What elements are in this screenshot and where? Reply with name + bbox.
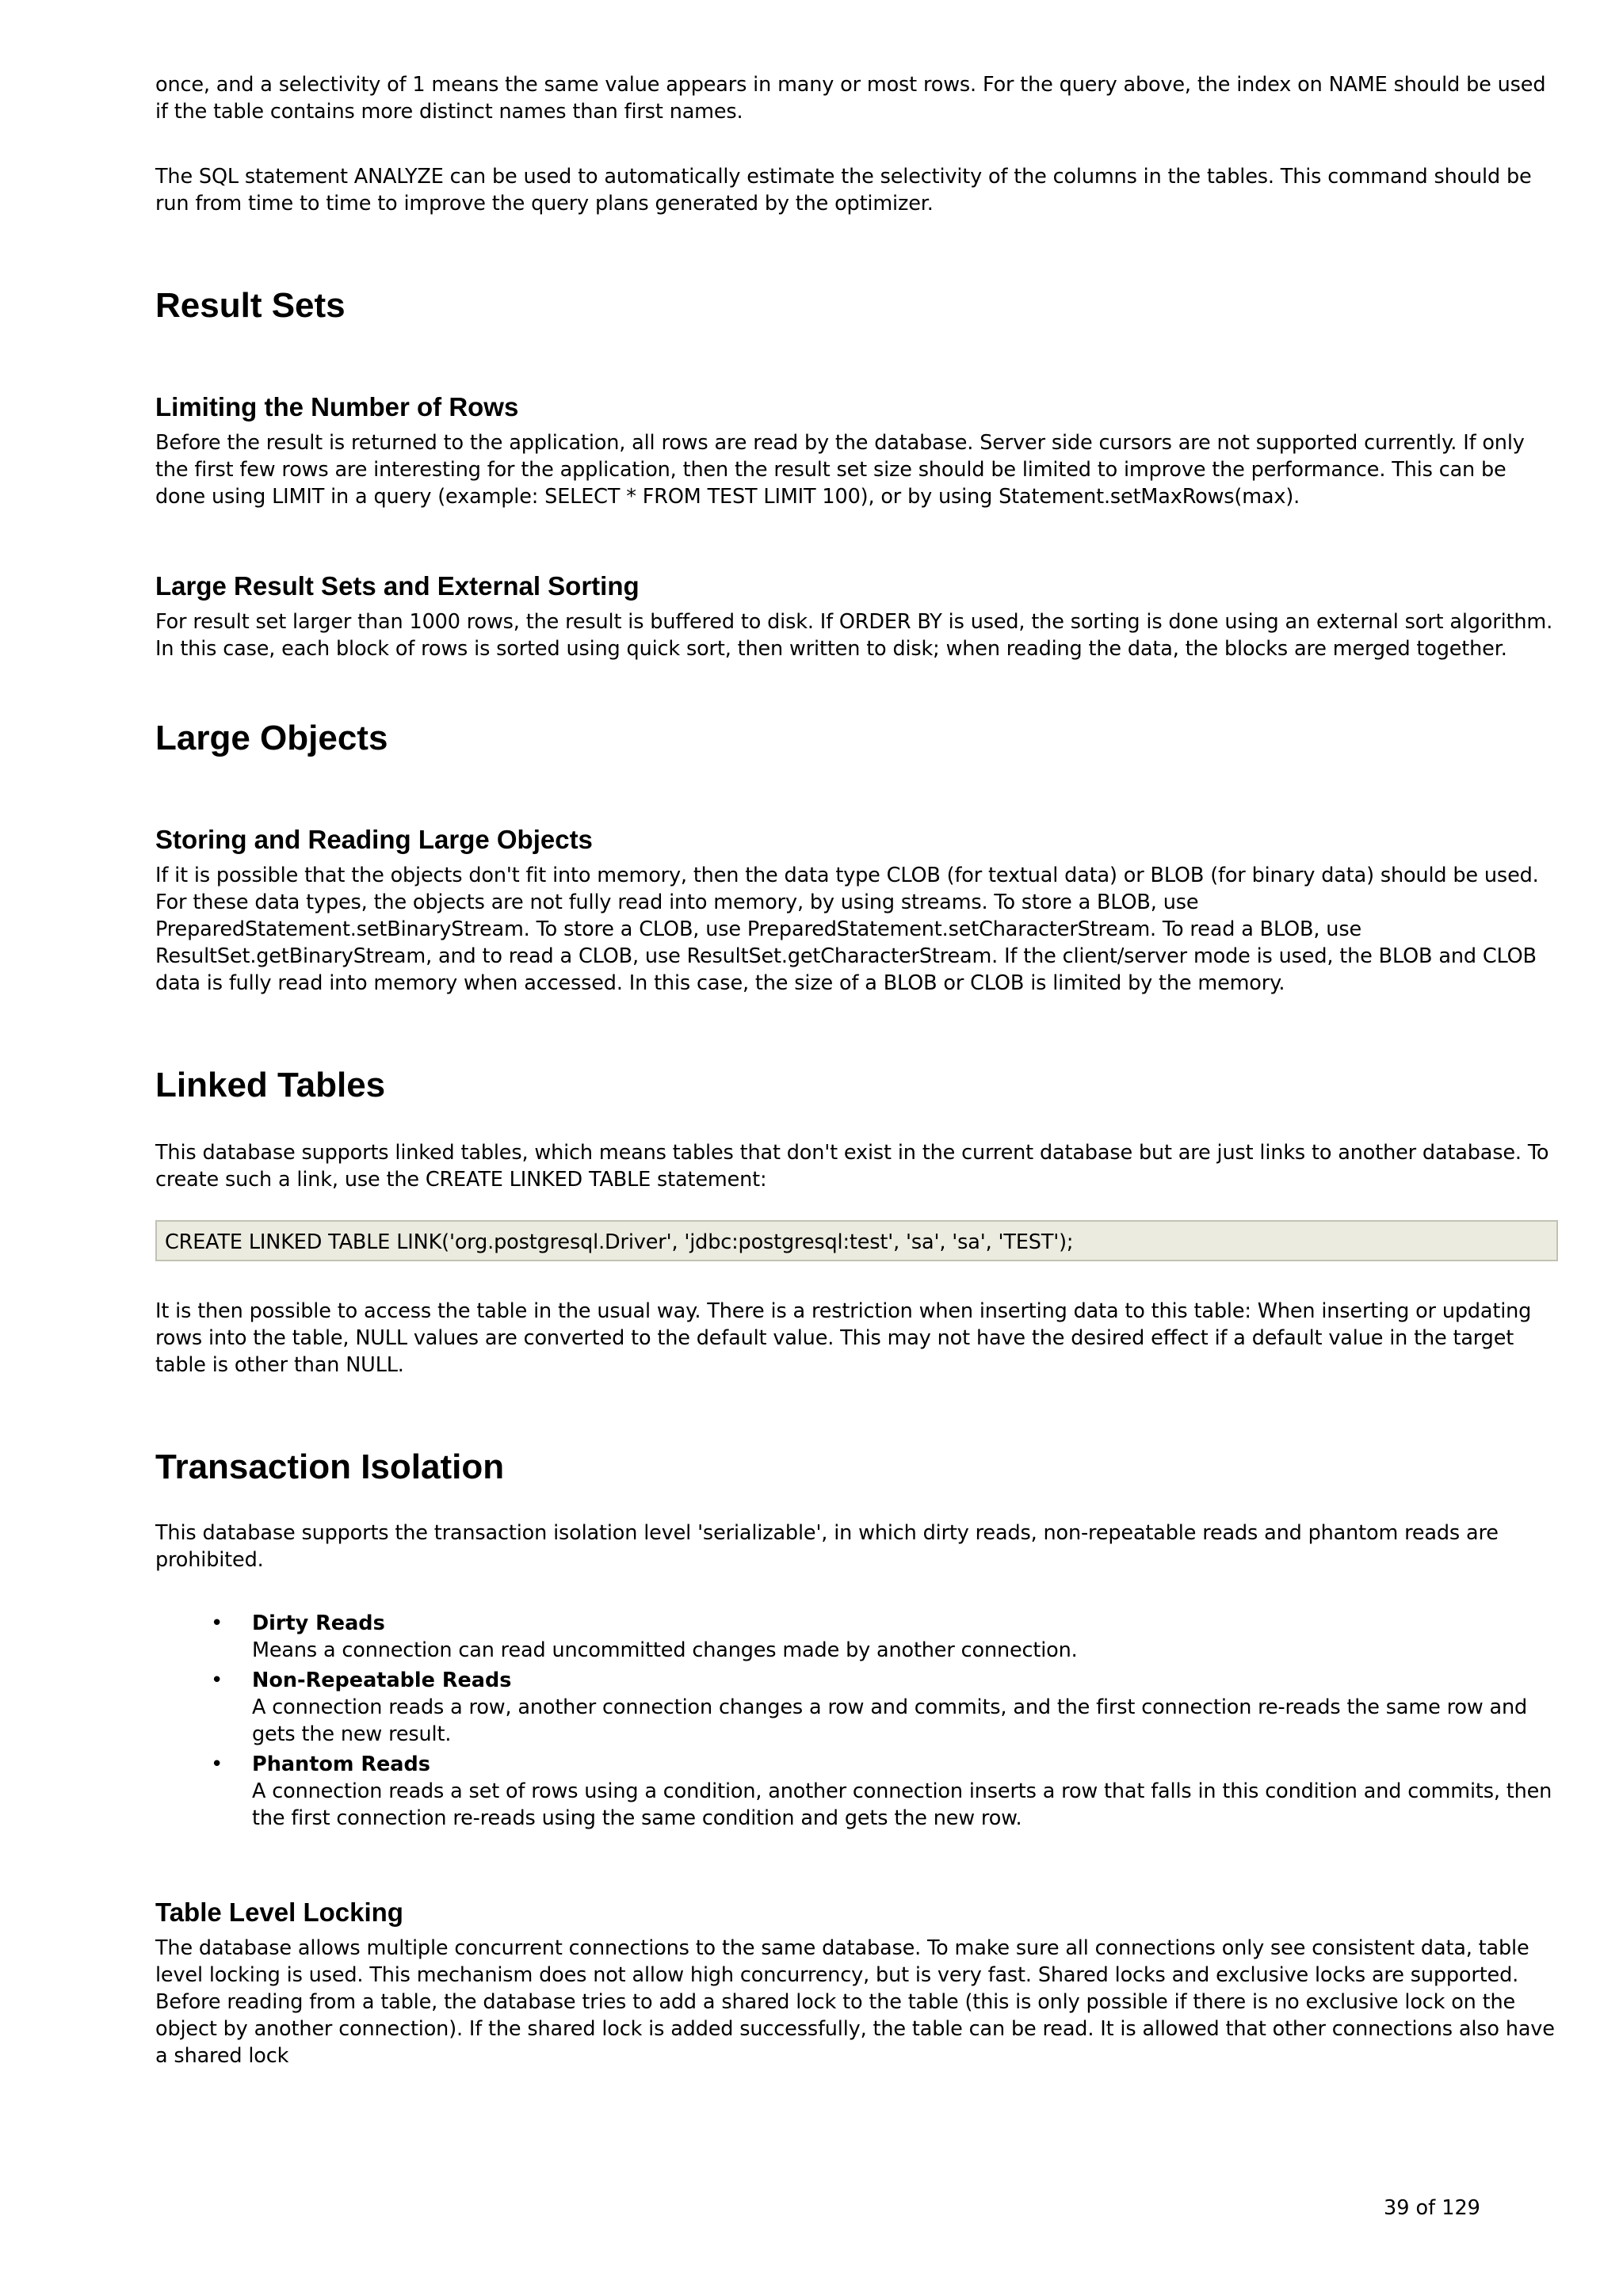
paragraph-transaction-isolation: This database supports the transaction isolation level 'serializable', in which dirty reads, non-repeatable reads and phantom reads are prohibited. [155,1521,1499,1572]
bullet-icon: • [211,1669,223,1692]
bullet-icon: • [211,1611,223,1635]
heading-result-sets: Result Sets [155,286,346,325]
paragraph-linked-tables-2: It is then possible to access the table in the usual way. There is a restriction when inserting data to this table: When inserting or updating rows into the table, NULL values are converted to the default value. This may not have the desired effect if a default value in the target table is other than NULL. [155,1299,1532,1377]
page-number: 39 of 129 [1384,2196,1480,2220]
code-block-create-linked-table: CREATE LINKED TABLE LINK('org.postgresql.Driver', 'jdbc:postgresql:test', 'sa', 'sa', 'TEST'); [155,1220,1558,1261]
paragraph-limiting-rows: Before the result is returned to the application, all rows are read by the database. Server side cursors are not supported currently. If only the first few rows are interesting for the application, then the result set size should be limited to improve the performance. This can be done using LIMIT in a query (example: SELECT * FROM TEST LIMIT 100), or by using Statement.setMaxRows(max). [155,431,1525,509]
definition-dirty-reads: Means a connection can read uncommitted changes made by another connection. [252,1638,1078,1662]
heading-large-result-sets: Large Result Sets and External Sorting [155,571,640,601]
term-dirty-reads: Dirty Reads [252,1611,385,1635]
term-non-repeatable-reads: Non-Repeatable Reads [252,1669,512,1692]
paragraph-storing-reading: If it is possible that the objects don't fit into memory, then the data type CLOB (for textual data) or BLOB (for binary data) should be used. For these data types, the objects are not fully read into memory, by using streams. To store a BLOB, use PreparedStatement.setBinaryStream. To store a CLOB, use PreparedStatement.setCharacterStream. To read a BLOB, use ResultSet.getBinaryStream, and to read a CLOB, use ResultSet.getCharacterStream. If the client/server mode is used, the BLOB and CLOB data is fully read into memory when accessed. In this case, the size of a BLOB or CLOB is limited by the memory. [155,864,1539,995]
intro-paragraph-2: The SQL statement ANALYZE can be used to automatically estimate the selectivity of the columns in the tables. This command should be run from time to time to improve the query plans generated by the optimizer. [155,165,1532,215]
document-page [155,71,1558,2069]
definition-non-repeatable-reads: A connection reads a row, another connection changes a row and commits, and the first connection re-reads the same row and gets the new result. [252,1695,1528,1746]
paragraph-linked-tables-1: This database supports linked tables, which means tables that don't exist in the current database but are just links to another database. To create such a link, use the CREATE LINKED TABLE statement: [155,1141,1549,1192]
heading-table-level-locking: Table Level Locking [155,1897,403,1927]
list-item-phantom-reads [155,1751,1558,1832]
paragraph-large-result-sets: For result set larger than 1000 rows, the result is buffered to disk. If ORDER BY is used, the sorting is done using an external sort algorithm. In this case, each block of rows is sorted using quick sort, then written to disk; when reading the data, the blocks are merged together. [155,610,1553,661]
list-item-dirty-reads [155,1610,1558,1664]
term-phantom-reads: Phantom Reads [252,1753,430,1776]
isolation-phenomena-list [155,1610,1558,1832]
heading-large-objects: Large Objects [155,719,388,757]
list-item-non-repeatable-reads [155,1667,1558,1748]
paragraph-table-level-locking: The database allows multiple concurrent connections to the same database. To make sure all connections only see consistent data, table level locking is used. This mechanism does not allow high concurrency, but is very fast. Shared locks and exclusive locks are supported. Before reading from a table, the database tries to add a shared lock to the table (this is only possible if there is no exclusive lock on the object by another connection). If the shared lock is added successfully, the table can be read. It is allowed that other connections also have a shared lock [155,1936,1555,2068]
intro-paragraph-1: once, and a selectivity of 1 means the same value appears in many or most rows. For the query above, the index on NAME should be used if the table contains more distinct names than first names. [155,73,1546,124]
heading-limiting-rows: Limiting the Number of Rows [155,392,519,421]
bullet-icon: • [211,1753,223,1776]
heading-storing-reading: Storing and Reading Large Objects [155,825,593,854]
heading-transaction-isolation: Transaction Isolation [155,1447,505,1486]
definition-phantom-reads: A connection reads a set of rows using a condition, another connection inserts a row that falls in this condition and commits, then the first connection re-reads using the same condition and gets the new row. [252,1779,1552,1830]
heading-linked-tables: Linked Tables [155,1066,386,1104]
